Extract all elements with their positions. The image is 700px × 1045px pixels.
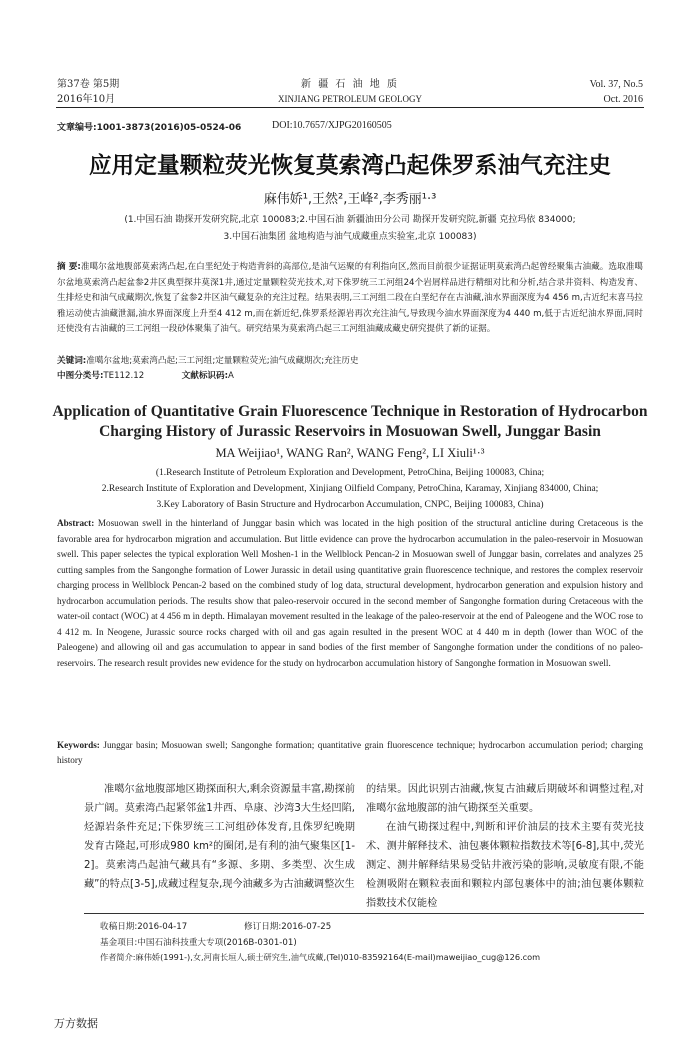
doi: DOI:10.7657/XJPG20160505 [272, 120, 392, 131]
footnote-revised: 修订日期:2016-07-25 [244, 922, 332, 932]
footnote-author: 作者简介:麻伟娇(1991-),女,河南长垣人,硕士研究生,油气成藏,(Tel)010-83592164(E-mail)maweijiao_cug@126.com [100, 952, 541, 962]
title-cn: 应用定量颗粒荧光恢复莫索湾凸起侏罗系油气充注史 [88, 153, 612, 179]
footnote-rule [84, 913, 644, 914]
abstract-en [57, 516, 643, 671]
doc-code-value: A [228, 371, 234, 381]
watermark-text: 万方数据 [54, 1017, 98, 1030]
abstract-cn-label: 摘 要: [57, 262, 81, 272]
classification-cn [57, 369, 234, 384]
clc-value: TE112.12 [103, 371, 145, 381]
title-en-line-2: Charging History of Jurassic Reservoirs in Mosuowan Swell, Junggar Basin [99, 423, 601, 440]
header-rule [56, 107, 644, 108]
affiliation-en-line-1: (1.Research Institute of Petroleum Exploration and Development, PetroChina, Beijing 100083, China; [155, 468, 545, 478]
header-volume-cn: 第37卷 第5期 [57, 79, 120, 90]
affiliation-en-line-3: 3.Key Laboratory of Basin Structure and Hydrocarbon Accumulation, CNPC, Beijing 100083, China) [156, 500, 544, 510]
clc-label: 中图分类号: [57, 371, 104, 381]
affiliation-cn-line-1: (1.中国石油 勘探开发研究院,北京 100083;2.中国石油 新疆油田分公司 勘探开发研究院,新疆 克拉玛依 834000; [124, 215, 576, 225]
header-volume-en: Vol. 37, No.5 [589, 79, 643, 90]
abstract-cn [57, 260, 643, 338]
footnote-fund: 基金项目:中国石油科技重大专项(2016B-0301-01) [100, 938, 297, 948]
footnote-received: 收稿日期:2016-04-17 [100, 922, 188, 932]
keywords-en [57, 738, 643, 768]
affiliation-en-line-2: 2.Research Institute of Exploration and Development, Xinjiang Oilfield Company, PetroChina, Karamay, Xinjiang 834000, China; [101, 484, 599, 494]
header-date-cn: 2016年10月 [57, 94, 116, 105]
title-en-line-1: Application of Quantitative Grain Fluorescence Technique in Restoration of Hydrocarbon [52, 403, 648, 420]
keywords-cn [57, 354, 643, 369]
body-column-left [84, 780, 355, 894]
header-journal-en: XINJIANG PETROLEUM GEOLOGY [278, 94, 422, 104]
body-right-paragraph-2: 在油气勘探过程中,判断和评价油层的技术主要有荧光技术、测井解释技术、油包裹体颗粒指数技术等[6-8],其中,荧光测定、测井解释结果易受钻井液污染的影响,灵敏度有限,不能检测吸附在颗粒表面和颗粒内部包裹体中的油;油包裹体颗粒指数技术仅能检 [366, 822, 644, 909]
body-left-text: 准噶尔盆地腹部地区勘探面积大,剩余资源量丰富,勘探前景广阔。莫索湾凸起紧邻盆1井西、阜康、沙湾3大生烃凹陷,烃源岩条件充足;下侏罗统三工河组砂体发育,且侏罗纪晚期发育古隆起,可形成980 km²的圈闭,是有利的油气聚集区[1-2]。莫索湾凸起油气藏具有“多源、多期、多类型、次生成藏”的特点[3-5],成藏过程复杂,现今油藏多为古油藏调整次生 [84, 784, 355, 890]
keywords-en-label: Keywords: [57, 740, 100, 750]
header-date-en: Oct. 2016 [603, 94, 643, 105]
doc-code-label: 文献标识码: [181, 371, 229, 381]
affiliation-cn-line-2: 3.中国石油集团 盆地构造与油气成藏重点实验室,北京 100083) [223, 232, 477, 242]
keywords-en-text: Junggar basin; Mosuowan swell; Sangonghe formation; quantitative grain fluorescence technique; hydrocarbon accumulation period; charging history [57, 740, 644, 765]
keywords-cn-label: 关键词: [57, 356, 87, 366]
body-right-paragraph-1: 的结果。因此识别古油藏,恢复古油藏后期破坏和调整过程,对准噶尔盆地腹部的油气勘探至关重要。 [366, 784, 644, 814]
abstract-en-text: Mosuowan swell in the hinterland of Junggar basin which was located in the high position of the structural anticline during Cretaceous is the favorable area for hydrocarbon migration and accumulation. But little evidence can prove the hydrocarbon accumulation in the paleo-reservoir in Mosuowan swell. This paper selectes the typical exploration Well Moshen-1 in the Wellblock Pencan-2 in Mosuowan swell of Junggar basin, correlates and analyzes 25 cutting samples from the Sangonghe formation of Lower Jurassic in detail using quantitative grain fluorescence technique, and restores the complex reservoir charging process in Wellblock Pencan-2 based on the combined study of log data, structural development, hydrocarbon generation and expulsion history and hydrocarbon accumulation periods. The results show that paleo-reservoir occured in the second member of Sangonghe formation during Cretaceous with the water-oil contact (WOC) at 4 456 m in depth. Himalayan movement resulted in the leakage of the paleo-reservoir at the end of Paleogene and the WOC rose to 4 412 m. In Neogene, Jurassic source rocks charged with oil and gas again resulted in the present WOC at 4 440 m in depth (lower than WOC of the Paleogene) and allowing oil and gas accumulation to appear in sand bodies of the first member of Sangonghe formation under the conditions of no paleo-reservoirs. The research result provides new evidence for the study on hydrocarbon accumulation history of Sangonghe formation in Mosuowan swell. [57, 518, 643, 668]
header-journal-cn: 新 疆 石 油 地 质 [301, 79, 399, 90]
authors-cn: 麻伟娇¹,王然²,王峰²,李秀丽¹·³ [263, 192, 437, 207]
authors-en: MA Weijiao¹, WANG Ran², WANG Feng², LI Xiuli¹·³ [215, 446, 485, 460]
article-number: 文章编号:1001-3873(2016)05-0524-06 [57, 123, 242, 133]
abstract-en-label: Abstract: [57, 518, 95, 528]
abstract-cn-text: 准噶尔盆地腹部莫索湾凸起,在白垩纪处于构造背斜的高部位,是油气运聚的有利指向区,然而目前很少证据证明莫索湾凸起曾经聚集古油藏。选取准噶尔盆地莫索湾凸起盆参2井区典型探井莫深1井,通过定量颗粒荧光技术,对下侏罗统三工河组24个岩屑样品进行精细对比和分析,结合录井资料、构造发育、生排烃史和油气成藏期次,恢复了盆参2井区油气藏复杂的充注过程。结果表明,三工河组二段在白垩纪存在古油藏,油水界面深度为4 456 m,古近纪末喜马拉雅运动使古油藏泄漏,油水界面深度上升至4 412 m,而在新近纪,侏罗系烃源岩再次充注油气,导致现今油水界面深度为4 440 m,低于古近纪油水界面,同时还使没有古油藏的三工河组一段砂体聚集了油气。研究结果为莫索湾凸起三工河组油藏成藏史研究提供了新的证据。 [57, 262, 643, 334]
keywords-cn-text: 准噶尔盆地;莫索湾凸起;三工河组;定量颗粒荧光;油气成藏期次;充注历史 [86, 356, 359, 366]
body-column-right [366, 780, 644, 913]
